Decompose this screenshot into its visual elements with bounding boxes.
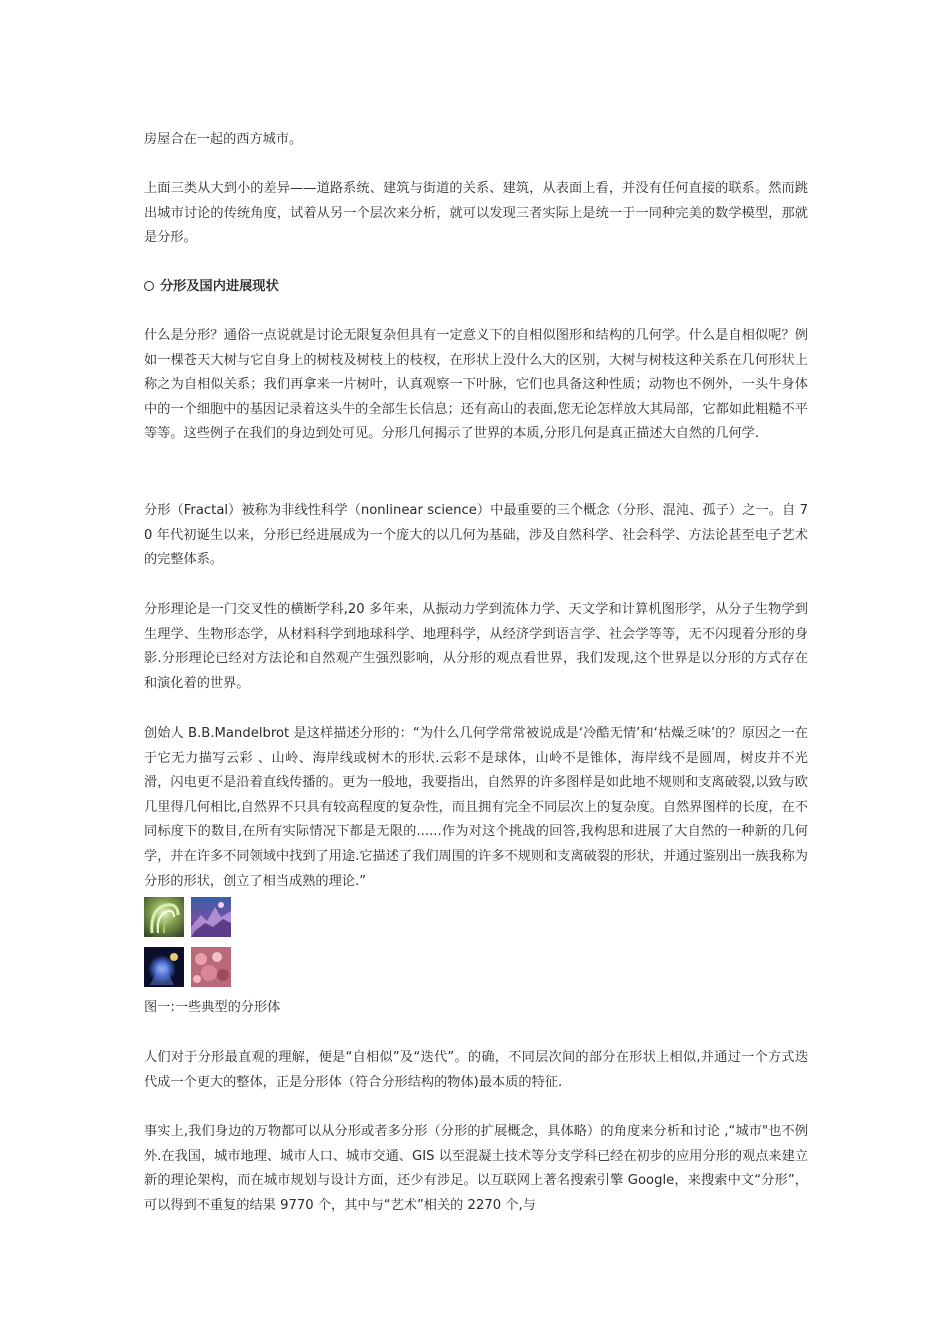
fractal-image-spiral [144,897,184,937]
fractal-image-landscape [191,897,231,937]
paragraph-mandelbrot-quote: 创始人 B.B.Mandelbrot 是这样描述分形的：“为什么几何学常常被说成是‘冷酷无情’和‘枯燥乏味’的？原因之一在于它无力描写云彩 、山岭、海岸线或树木的形状.云彩不是球体，山岭不是锥体，海岸线不是圆周，树皮并不光滑，闪电更不是沿着直线传播的。更为一般地，我要指出，自然界的许多图样是如此地不规则和支离破裂,以致与欧几里得几何相比,自然界不只具有较高程度的复杂性，而且拥有完全不同层次上的复杂度。自然界图样的长度，在不同标度下的数目,在所有实际情况下都是无限的......作为对这个挑战的回答,我构思和进展了大自然的一种新的几何学，并在许多不同领域中找到了用途.它描述了我们周围的许多不规则和支离破裂的形状，并通过鉴别出一族我称为分形的形状，创立了相当成熟的理论.” [144,726,808,889]
fractal-image-grid [144,897,231,987]
paragraph-what-is-fractal: 什么是分形？通俗一点说就是讨论无限复杂但具有一定意义下的自相似图形和结构的几何学。什么是自相似呢？例如一棵苍天大树与它自身上的树枝及树枝上的枝杈，在形状上没什么大的区别，大树与树枝这种关系在几何形状上称之为自相似关系；我们再拿来一片树叶，认真观察一下叶脉，它们也具备这种性质；动物也不例外，一头牛身体中的一个细胞中的基因记录着这头牛的全部生长信息；还有高山的表面,您无论怎样放大其局部，它都如此粗糙不平等等。这些例子在我们的身边到处可见。分形几何揭示了世界的本质,分形几何是真正描述大自然的几何学. [144,328,808,442]
paragraph-city-fractal: 事实上,我们身边的万物都可以从分形或者多分形（分形的扩展概念，具体略）的角度来分析和讨论 ,“城市"也不例外.在我国，城市地理、城市人口、城市交通、GIS 以至混凝土技术等分支学科已经在初步的应用分形的观点来建立新的理论架构，而在城市规划与设计方面，还少有涉足。以互联网上著名搜索引擎 Google，来搜索中文“分形”，可以得到不重复的结果 9770 个，其中与“艺术”相关的 2270 个,与 [144,1124,808,1213]
paragraph-three-differences: 上面三类从大到小的差异——道路系统、建筑与街道的关系、建筑，从表面上看，并没有任何直接的联系。然而跳出城市讨论的传统角度，试着从另一个层次来分析，就可以发现三者实际上是统一于一同种完美的数学模型，那就是分形。 [144,181,808,246]
paragraph-fractal-theory: 分形理论是一门交叉性的横断学科,20 多年来，从振动力学到流体力学、天文学和计算机图形学，从分子生物学到生理学、生物形态学，从材料科学到地球科学、地理科学，从经济学到语言学、社会学等等，无不闪现着分形的身影.分形理论已经对方法论和自然观产生强烈影响，从分形的观点看世界，我们发现,这个世界是以分形的方式存在和演化着的世界。 [144,602,808,691]
fractal-image-pink-texture [191,947,231,987]
figure-caption: 图一:一些典型的分形体 [144,1000,281,1015]
fractal-image-blue-orb [144,947,184,987]
paragraph-intro-fragment: 房屋合在一起的西方城市。 [144,132,303,147]
section-heading-text: 分形及国内进展现状 [160,279,279,294]
circle-bullet-icon [144,281,154,291]
paragraph-self-similarity: 人们对于分形最直观的理解，便是“自相似”及“迭代”。的确，不同层次间的部分在形状上相似,并通过一个方式迭代成一个更大的整体，正是分形体（符合分形结构的物体)最本质的特征. [144,1050,808,1090]
section-heading [144,275,808,300]
paragraph-fractal-definition: 分形（Fractal）被称为非线性科学（nonlinear science）中最重要的三个概念（分形、混沌、孤子）之一。自 70 年代初诞生以来，分形已经进展成为一个庞大的以几何为基础，涉及自然科学、社会科学、方法论甚至电子艺术的完整体系。 [144,503,808,568]
